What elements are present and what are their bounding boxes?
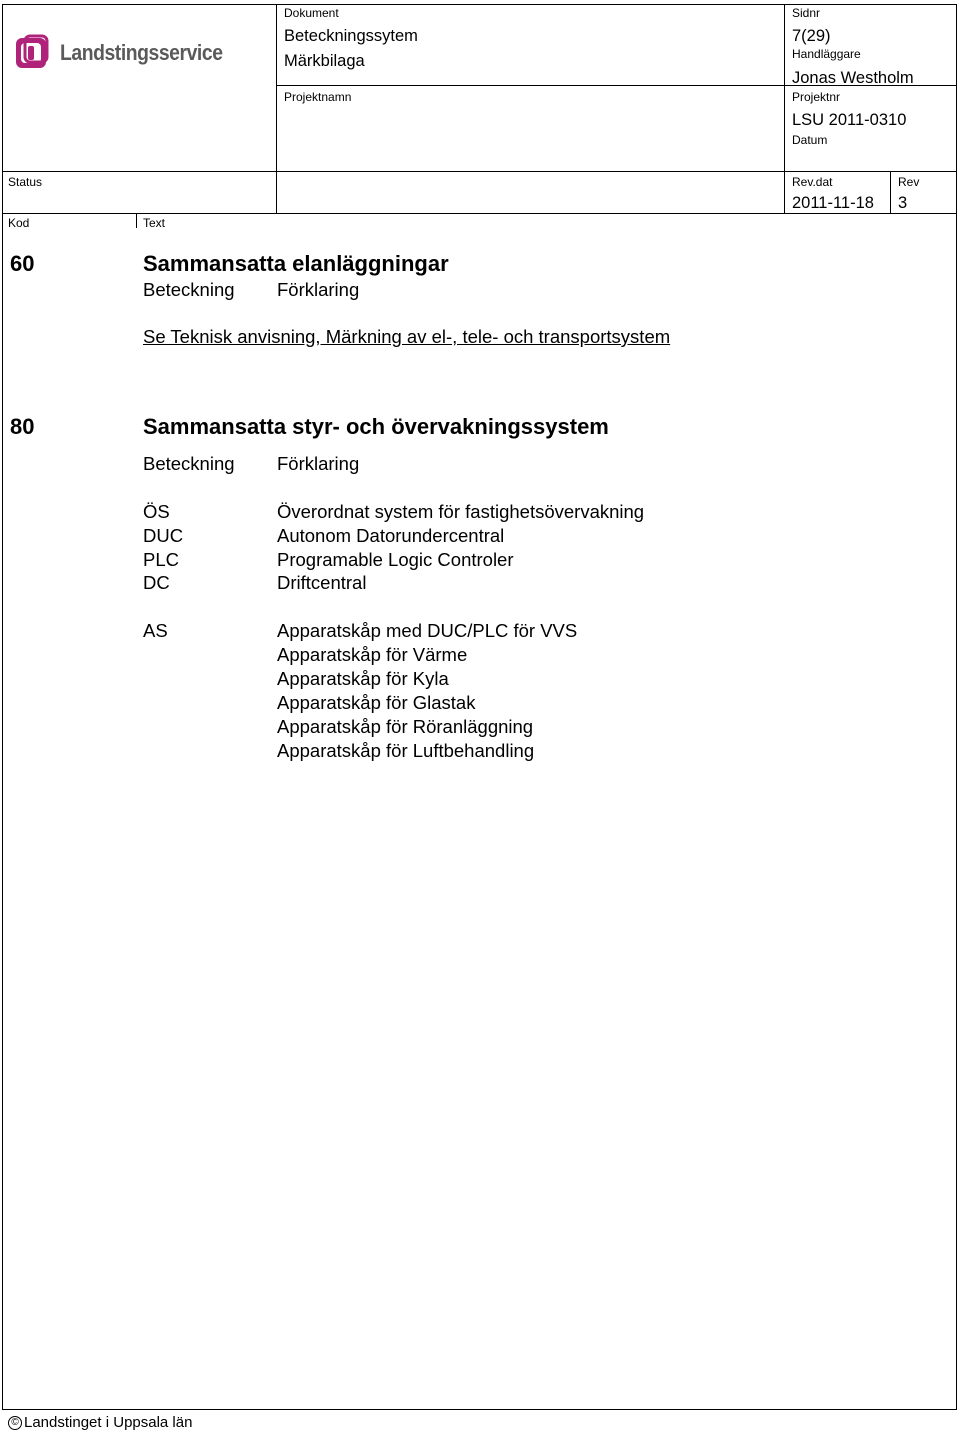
code-plc: PLC (143, 549, 179, 570)
projektnr-value: LSU 2011-0310 (792, 111, 907, 129)
kod-label: Kod (8, 216, 30, 230)
desc-os: Överordnat system för fastighetsövervakning (277, 501, 645, 522)
desc-plc: Programable Logic Controler (277, 549, 514, 570)
as-line: Apparatskåp för Luftbehandling (277, 740, 535, 761)
dokument-label: Dokument (284, 6, 339, 20)
section-60-col-beteckning: Beteckning (143, 279, 235, 300)
text-label: Text (143, 216, 166, 230)
dokument-line2: Märkbilaga (284, 52, 365, 70)
datum-label: Datum (792, 133, 828, 147)
revdat-value: 2011-11-18 (792, 194, 874, 212)
desc-duc: Autonom Datorundercentral (277, 525, 505, 546)
header-divider (2, 213, 957, 214)
as-line: Apparatskåp för Värme (277, 644, 468, 665)
landstingsservice-logo (14, 34, 245, 72)
handlaggare-value: Jonas Westholm (792, 69, 914, 87)
section-80-col-forklaring: Förklaring (277, 453, 360, 474)
section-80-number: 80 (10, 414, 35, 439)
code-os: ÖS (143, 501, 170, 522)
code-dc: DC (143, 572, 170, 593)
section-60-title: Sammansatta elanläggningar (143, 251, 449, 276)
header-divider (890, 172, 891, 213)
logo-mark-icon (14, 34, 52, 72)
as-line: Apparatskåp för Kyla (277, 668, 449, 689)
status-label: Status (8, 175, 43, 189)
header-divider (276, 4, 277, 213)
rev-value: 3 (898, 194, 908, 212)
projektnamn-label: Projektnamn (284, 90, 352, 104)
section-80-title: Sammansatta styr- och övervakningssystem (143, 414, 609, 439)
as-line: Apparatskåp för Röranläggning (277, 716, 534, 737)
code-duc: DUC (143, 525, 184, 546)
footer (8, 1414, 192, 1432)
sidnr-value: 7(29) (792, 27, 831, 45)
as-line: Apparatskåp med DUC/PLC för VVS (277, 620, 578, 641)
reference-link[interactable]: Se Teknisk anvisning, Märkning av el-, tele- och transportsystem (143, 326, 671, 347)
sidnr-label: Sidnr (792, 6, 821, 20)
section-80-col-beteckning: Beteckning (143, 453, 235, 474)
handlaggare-label: Handläggare (792, 47, 861, 61)
code-as: AS (143, 620, 168, 641)
section-60-col-forklaring: Förklaring (277, 279, 360, 300)
desc-dc: Driftcentral (277, 572, 367, 593)
copyright-icon: © (8, 1416, 22, 1430)
section-60-number: 60 (10, 251, 35, 276)
dokument-line1: Beteckningssytem (284, 27, 418, 45)
footer-text: Landstinget i Uppsala län (24, 1414, 193, 1431)
page-frame (2, 4, 957, 1410)
header-divider (784, 4, 785, 213)
column-tick (136, 214, 137, 228)
as-line: Apparatskåp för Glastak (277, 692, 476, 713)
rev-label: Rev (898, 175, 920, 189)
header-divider (2, 171, 957, 172)
projektnr-label: Projektnr (792, 90, 841, 104)
logo-text: Landstingsservice (60, 40, 223, 65)
revdat-label: Rev.dat (792, 175, 833, 189)
